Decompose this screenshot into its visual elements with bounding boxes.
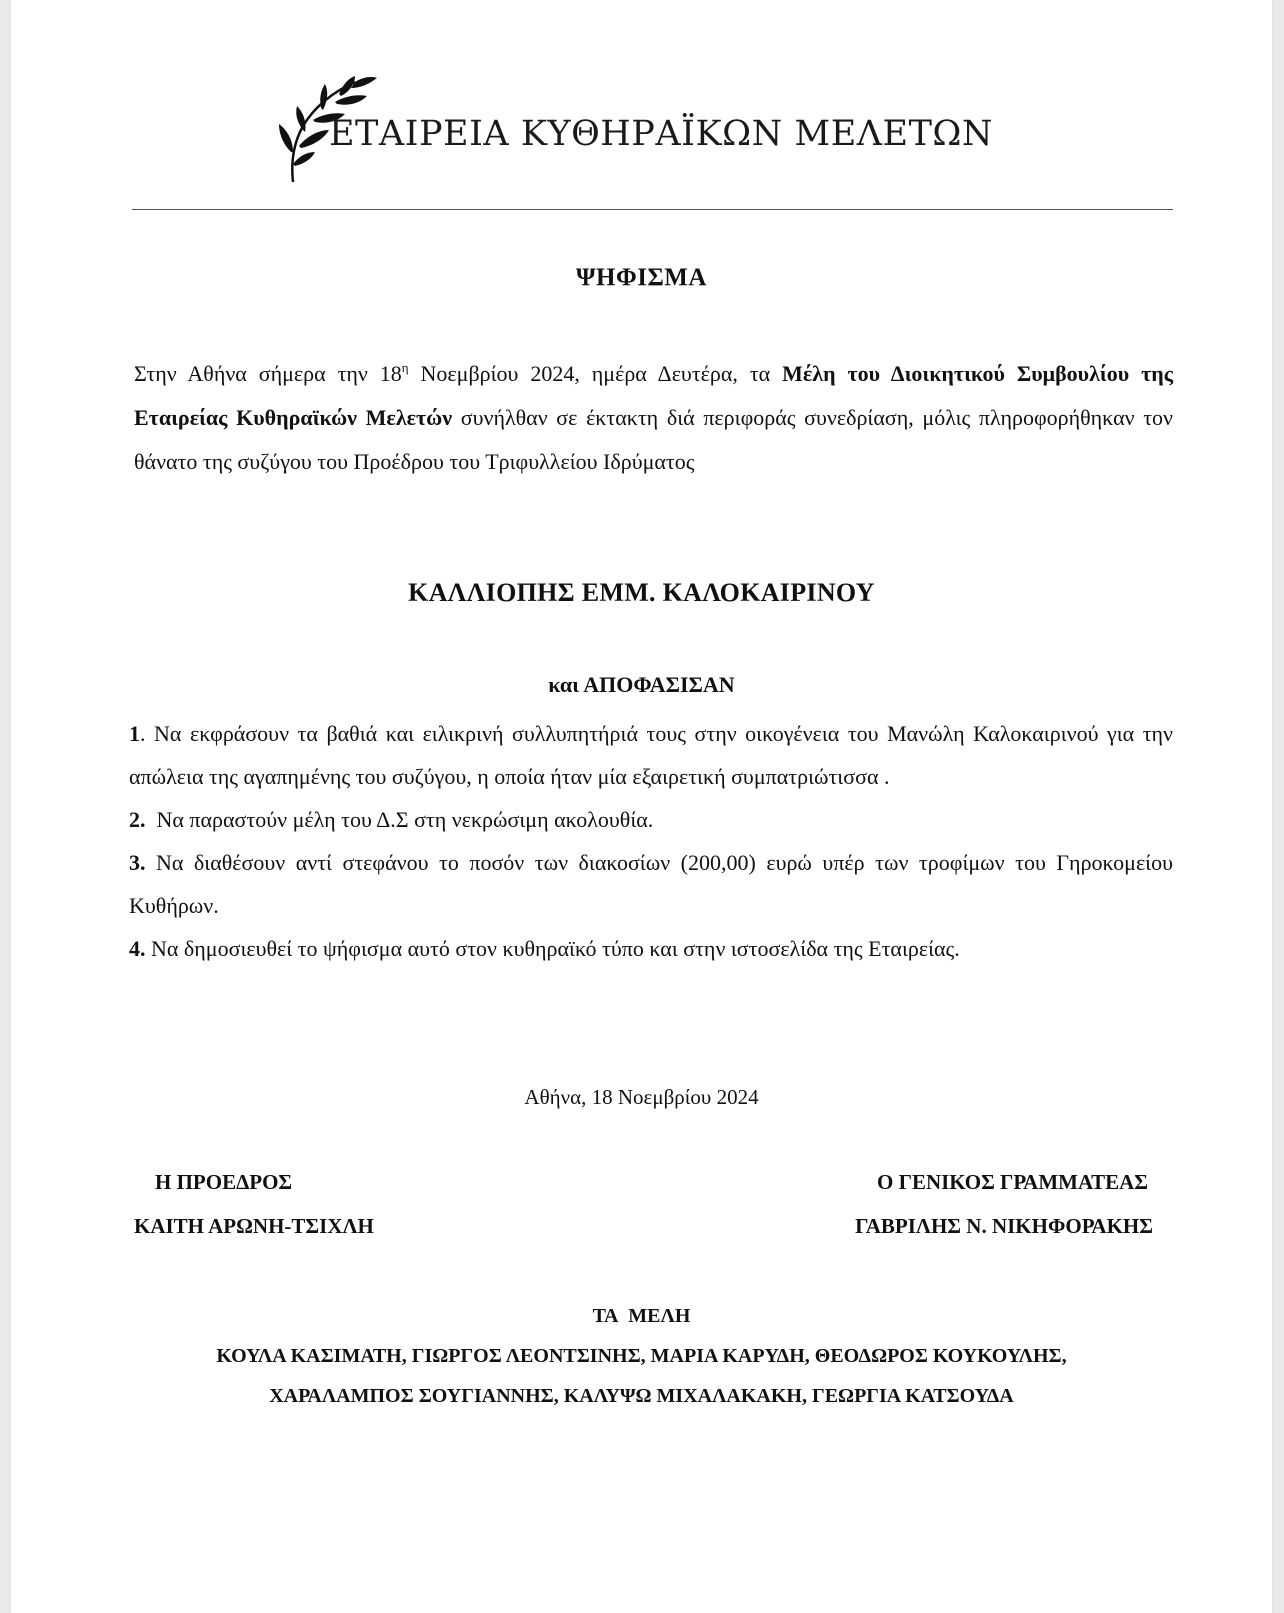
president-role: Η ΠΡΟΕΔΡΟΣ xyxy=(155,1170,293,1194)
decisions-list xyxy=(129,712,1173,970)
organization-name: ΕΤΑΙΡΕΙΑ ΚΥΘΗΡΑΪΚΩΝ ΜΕΛΕΤΩΝ xyxy=(329,114,994,154)
decision-item xyxy=(129,927,1173,970)
intro-bold-text: Μέλη του Διοικητικού Συμβουλίου της Εταιρείας Κυθηραϊκών Μελετών xyxy=(134,361,1173,430)
document-page xyxy=(11,0,1272,1613)
header-divider xyxy=(132,209,1173,210)
intro-text-1: Στην Αθήνα σήμερα την 18 xyxy=(134,361,402,386)
decision-number: 3. xyxy=(129,850,146,875)
president-name: ΚΑΙΤΗ ΑΡΩΝΗ-ΤΣΙΧΛΗ xyxy=(134,1214,374,1238)
intro-text-2: Νοεμβρίου 2024, ημέρα Δευτέρα, τα xyxy=(408,361,783,386)
decision-number: 4. xyxy=(129,936,146,961)
decided-heading xyxy=(11,672,1272,698)
members-line: ΧΑΡΑΛΑΜΠΟΣ ΣΟΥΓΙΑΝΝΗΣ, ΚΑΛΥΨΩ ΜΙΧΑΛΑΚΑΚΗ, ΓΕΩΡΓΙΑ ΚΑΤΣΟΥΔΑ xyxy=(269,1385,1014,1407)
decision-number: 2. xyxy=(129,807,146,832)
decision-number: 1 xyxy=(129,721,140,746)
decision-text: Να διαθέσουν αντί στεφάνου το ποσόν των διακοσίων (200,00) ευρώ υπέρ των τροφίμων του Γηροκομείου Κυθήρων. xyxy=(129,850,1173,918)
decision-text: . Να εκφράσουν τα βαθιά και ειλικρινή συλλυπητήριά τους στην οικογένεια του Μανώλη Καλοκαιρινού για την απώλεια της αγαπημένης του συζύγου, η οποία ήταν μία εξαιρετική συμπατριώτισσα . xyxy=(129,721,1173,789)
letterhead xyxy=(263,74,1043,186)
secretary-role: Ο ΓΕΝΙΚΟΣ ΓΡΑΜΜΑΤΕΑΣ xyxy=(877,1170,1148,1194)
secretary-name: ΓΑΒΡΙΛΗΣ Ν. ΝΙΚΗΦΟΡΑΚΗΣ xyxy=(855,1214,1153,1238)
decided-heading-lower: και xyxy=(548,672,579,697)
intro-text-3: συνήλθαν σε έκτακτη διά περιφοράς συνεδρίαση, μόλις πληροφορήθηκαν τον θάνατο της συζύγου του Προέδρου του Τριφυλλείου Ιδρύματος xyxy=(134,405,1173,474)
decision-text: Να δημοσιευθεί το ψήφισμα αυτό στον κυθηραϊκό τύπο και στην ιστοσελίδα της Εταιρείας. xyxy=(145,936,960,961)
intro-paragraph xyxy=(134,352,1173,484)
place-date: Αθήνα, 18 Νοεμβρίου 2024 xyxy=(524,1085,759,1109)
document-title: ΨΗΦΙΣΜΑ xyxy=(576,264,707,291)
signature-president xyxy=(134,1160,374,1248)
members-line: ΚΟΥΛΑ ΚΑΣΙΜΑΤΗ, ΓΙΩΡΓΟΣ ΛΕΟΝΤΣΙΝΗΣ, ΜΑΡΙΑ ΚΑΡΥΔΗ, ΘΕΟΔΩΡΟΣ ΚΟΥΚΟΥΛΗΣ, xyxy=(216,1345,1067,1367)
signature-secretary xyxy=(771,1160,1153,1248)
members-block xyxy=(11,1296,1272,1416)
decided-heading-upper: ΑΠΟΦΑΣΙΣΑΝ xyxy=(583,672,735,697)
deceased-name: ΚΑΛΛΙΟΠΗΣ ΕΜΜ. ΚΑΛΟΚΑΙΡΙΝΟΥ xyxy=(408,578,875,607)
decision-text: Να παραστούν μέλη του Δ.Σ στη νεκρώσιμη ακολουθία. xyxy=(145,807,654,832)
decision-item xyxy=(129,841,1173,927)
decision-item xyxy=(129,798,1173,841)
decision-item xyxy=(129,712,1173,798)
ordinal-suffix: η xyxy=(401,360,409,375)
members-title: ΤΑ ΜΕΛΗ xyxy=(592,1305,691,1327)
